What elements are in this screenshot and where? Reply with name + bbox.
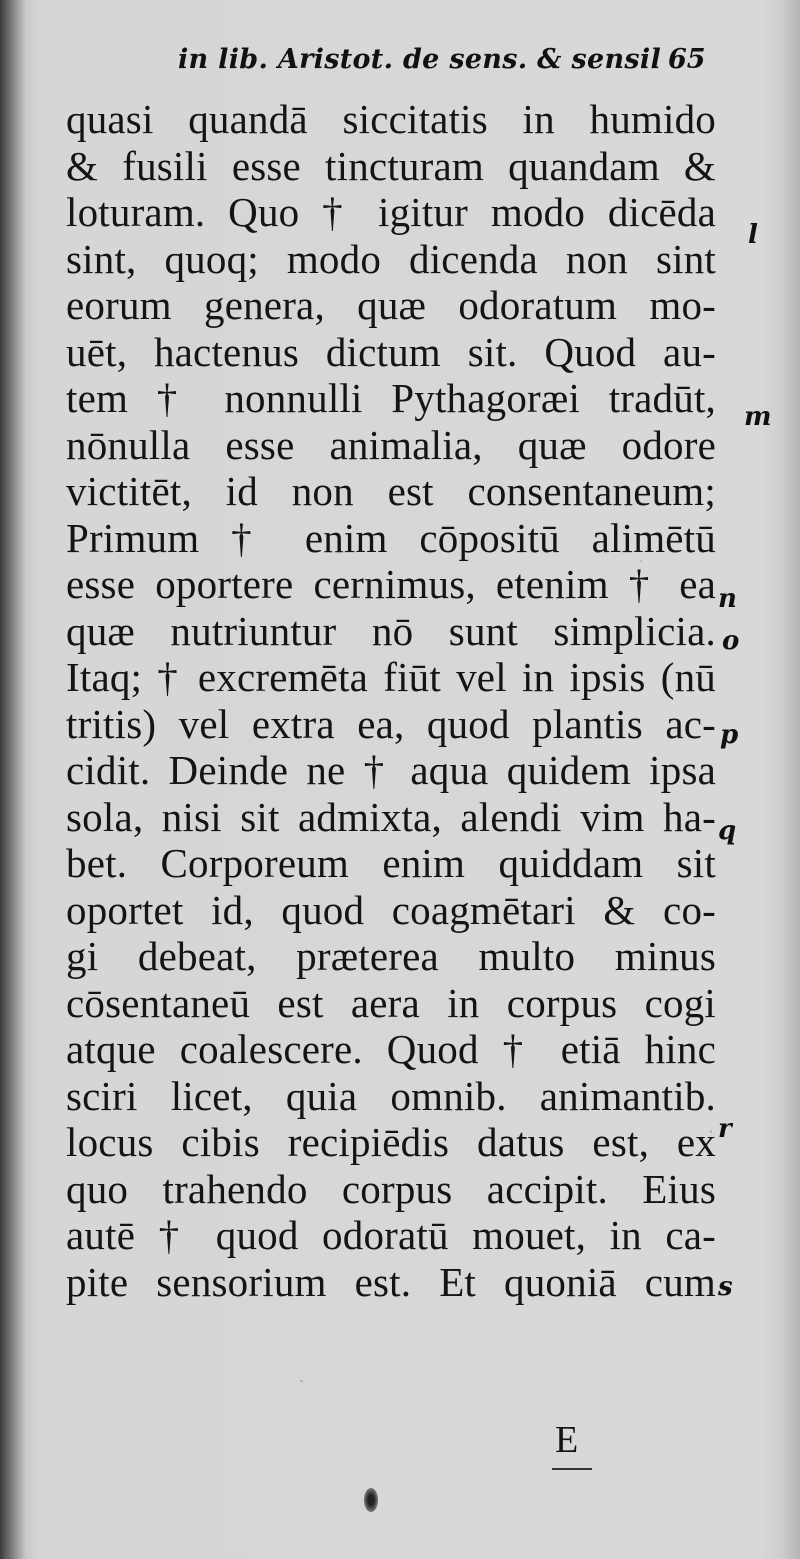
text-line: tem † nonnulli Pythagoræi tradūt, [66,375,716,421]
text-line: locus cibis recipiēdis datus est, ex [66,1119,716,1165]
text-line: Primum † enim cōpositū alimētū [66,514,716,561]
catchword-rule [552,1468,592,1470]
text-line: quo trahendo corpus accipit. Eius [66,1165,716,1212]
marginal-note: l [748,220,758,250]
marginal-note: o [722,626,740,656]
text-line: quæ nutriuntur nō sunt simplicia. [66,607,716,654]
text-line: quasi quandā siccitatis in humido [66,96,716,142]
text-line: victitēt, id non est consentaneum; [66,468,716,514]
page-header [0,44,800,94]
text-line: pite sensorium est. Et quoniā cum [66,1258,716,1305]
text-line: uēt, hactenus dictum sit. Quod au- [66,328,716,375]
body-text [66,96,716,1305]
text-line: sciri licet, quia omnib. animantib. [66,1072,716,1119]
page-number: 65 [668,44,706,75]
text-line: sint, quoq; modo dicenda non sint [66,235,716,282]
text-line: loturam. Quo † igitur modo dicēda [66,189,716,235]
text-line: & fusili esse tincturam quandam & [66,142,716,189]
running-head: in lib. Aristot. de sens. & sensil [178,44,662,75]
marginal-note: q [718,816,737,846]
catchword: E [555,1419,579,1461]
text-line: atque coalescere. Quod † etiā hinc [66,1026,716,1072]
ink-stain [364,1488,378,1512]
marginal-note: p [720,720,739,750]
text-line: cidit. Deinde ne † aqua quidem ipsa [66,747,716,793]
text-line: nōnulla esse animalia, quæ odore [66,421,716,468]
marginal-note: m [744,402,772,432]
text-line: oportet id, quod coagmētari & co- [66,886,716,933]
text-line: Itaq; † excremēta fiūt vel in ipsis (nū [66,654,716,700]
marginal-note: s [718,1272,733,1302]
text-line: bet. Corporeum enim quiddam sit [66,840,716,886]
text-line: eorum genera, quæ odoratum mo- [66,282,716,328]
marginal-note: r [718,1114,732,1144]
text-line: sola, nisi sit admixta, alendi vim ha- [66,793,716,840]
marginal-note: n [718,584,737,614]
text-line: esse oportere cernimus, etenim † ea [66,561,716,607]
text-line: cōsentaneū est aera in corpus cogi [66,979,716,1026]
paper-speck [300,1380,303,1382]
text-line: autē † quod odoratū mouet, in ca- [66,1212,716,1258]
text-line: gi debeat, præterea multo minus [66,933,716,979]
text-line: tritis) vel extra ea, quod plantis ac- [66,700,716,747]
